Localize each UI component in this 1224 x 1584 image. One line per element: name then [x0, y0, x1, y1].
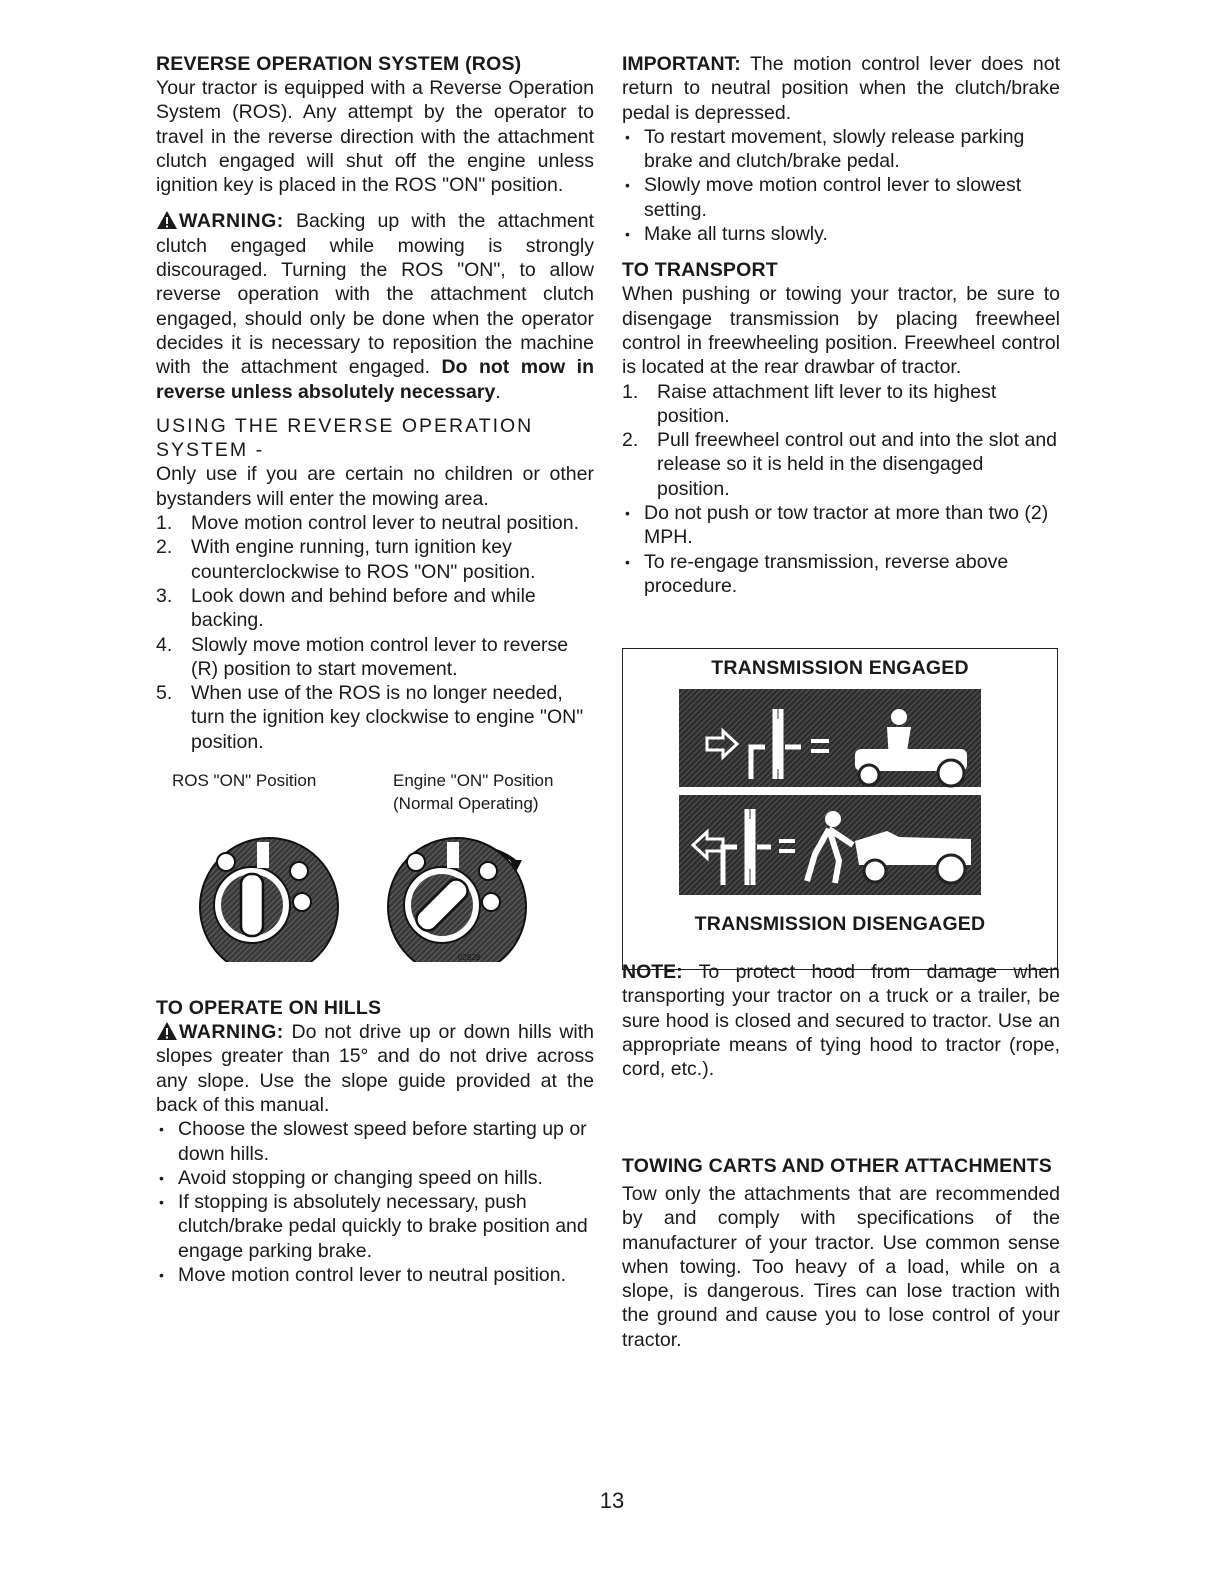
caption-ros-on: ROS "ON" Position — [172, 771, 317, 791]
hills-heading: TO OPERATE ON HILLS — [156, 997, 382, 1020]
ros-warning-bold: Do not mow in reverse unless absolutely necessary — [156, 356, 595, 403]
transmission-diagram-box — [622, 648, 1058, 970]
transport-heading: TO TRANSPORT — [622, 259, 778, 282]
list-item: • Move motion control lever to neutral position. — [156, 1263, 594, 1287]
list-item: • Do not push or tow tractor at more than two (2) MPH. — [622, 501, 1060, 550]
transport-steps — [622, 380, 1060, 501]
ros-intro: Your tractor is equipped with a Reverse Operation System (ROS). Any attempt by the operator to travel in the reverse direction with the attachment clutch engaged will shut off the engine unless ignition key is placed in the ROS "ON" position. — [156, 77, 594, 197]
caption-normal-operating: (Normal Operating) — [393, 794, 539, 814]
ros-warning-text: Backing up with the attachment clutch engaged while mowing is strongly discouraged. Turning the ROS "ON", to allow reverse operation with the attachment clutch engaged, should only be done when the operator decides it is necessary to reposition the machine with the attachment engaged. — [156, 210, 594, 379]
towing-heading: TOWING CARTS AND OTHER ATTACHMENTS — [622, 1155, 1052, 1177]
using-ros-heading: USING THE REVERSE OPERATION SYSTEM - — [156, 414, 534, 462]
hills-warning-label: WARNING: — [179, 1021, 284, 1044]
list-item: 1. Raise attachment lift lever to its highest position. — [622, 380, 997, 427]
towing-text: Tow only the attachments that are recommended by and comply with specifications of the manufacturer of your tractor. Use common sense when towing. Too heavy of a load, while on a slope, is dangerous. Tires can lose traction with the ground and cause you to lose control of your tractor. — [622, 1183, 1060, 1351]
note-text: To protect hood from damage when transporting your tractor on a truck or a trailer, be sure hood is closed and secured to tractor. Use an appropriate means of tying hood to tractor (rope, cord, etc.). — [622, 961, 1060, 1081]
transport-intro: When pushing or towing your tractor, be sure to disengage transmission by placing freewheel control in freewheeling position. Freewheel control is located at the rear drawbar of tractor. — [622, 283, 1060, 379]
list-item: • Slowly move motion control lever to slowest setting. — [622, 173, 1060, 222]
ros-heading: REVERSE OPERATION SYSTEM (ROS) — [156, 53, 522, 75]
list-item: 4. Slowly move motion control lever to reverse (R) position to start movement. — [156, 633, 569, 680]
important-bullets — [622, 125, 1060, 246]
figure-code: 02828 — [458, 953, 481, 963]
list-item: • To re-engage transmission, reverse above procedure. — [622, 550, 1060, 599]
list-item: • Make all turns slowly. — [622, 222, 1060, 246]
important-note — [622, 52, 1060, 125]
hills-bullets — [156, 1117, 594, 1287]
important-text: The motion control lever does not return to neutral position when the clutch/brake pedal is depressed. — [622, 53, 1060, 124]
page-number: 13 — [599, 1488, 625, 1513]
hills-warning — [156, 1020, 594, 1117]
using-ros-intro: Only use if you are certain no children or other bystanders will enter the mowing area. — [156, 463, 594, 510]
ros-warning: WARNING: Backing up with the attachment clutch engaged while mowing is strongly discouraged. Turning the ROS "ON", to allow reverse operation with the attachment clutch engaged, should only be done when the operator decides it is necessary to reposition the machine with the attachment engaged. Do not mow in reverse unless absolutely necessary. — [156, 210, 595, 403]
caption-engine-on: Engine "ON" Position — [393, 771, 554, 791]
ignition-knob-figure — [156, 840, 594, 982]
warning-icon — [156, 210, 178, 230]
important-label: IMPORTANT: — [622, 53, 741, 75]
list-item: 2. With engine running, turn ignition key counterclockwise to ROS "ON" position. — [156, 536, 536, 583]
ignition-switch-illustration — [156, 820, 594, 962]
ros-warning-label: WARNING: — [179, 210, 284, 233]
hills-warning-text: Do not drive up or down hills with slopes greater than 15° and do not drive across any slope. Use the slope guide provided at the back of this manual. — [156, 1021, 595, 1116]
warning-icon — [156, 1021, 178, 1041]
list-item: • If stopping is absolutely necessary, push clutch/brake pedal quickly to brake position and engage parking brake. — [156, 1190, 594, 1263]
ros-steps — [156, 511, 594, 754]
list-item: • Choose the slowest speed before starting up or down hills. — [156, 1117, 594, 1166]
note-label: NOTE: — [622, 961, 683, 983]
list-item: 2. Pull freewheel control out and into the slot and release so it is held in the disengaged position. — [622, 429, 1058, 500]
list-item: 5. When use of the ROS is no longer needed, turn the ignition key clockwise to engine "ON" position. — [156, 682, 584, 753]
right-column — [622, 52, 1060, 598]
left-column — [156, 52, 594, 1287]
towing-section — [622, 1154, 1060, 1352]
list-item: 1. Move motion control lever to neutral position. — [156, 512, 580, 535]
transport-bullets — [622, 501, 1060, 598]
transmission-illustration — [679, 689, 981, 895]
list-item: • To restart movement, slowly release parking brake and clutch/brake pedal. — [622, 125, 1060, 174]
transmission-engaged-label: TRANSMISSION ENGAGED — [711, 657, 969, 679]
list-item: 3. Look down and behind before and while backing. — [156, 584, 536, 632]
transmission-disengaged-label: TRANSMISSION DISENGAGED — [694, 913, 986, 935]
hood-note — [622, 960, 1060, 1081]
list-item: • Avoid stopping or changing speed on hills. — [156, 1166, 594, 1190]
